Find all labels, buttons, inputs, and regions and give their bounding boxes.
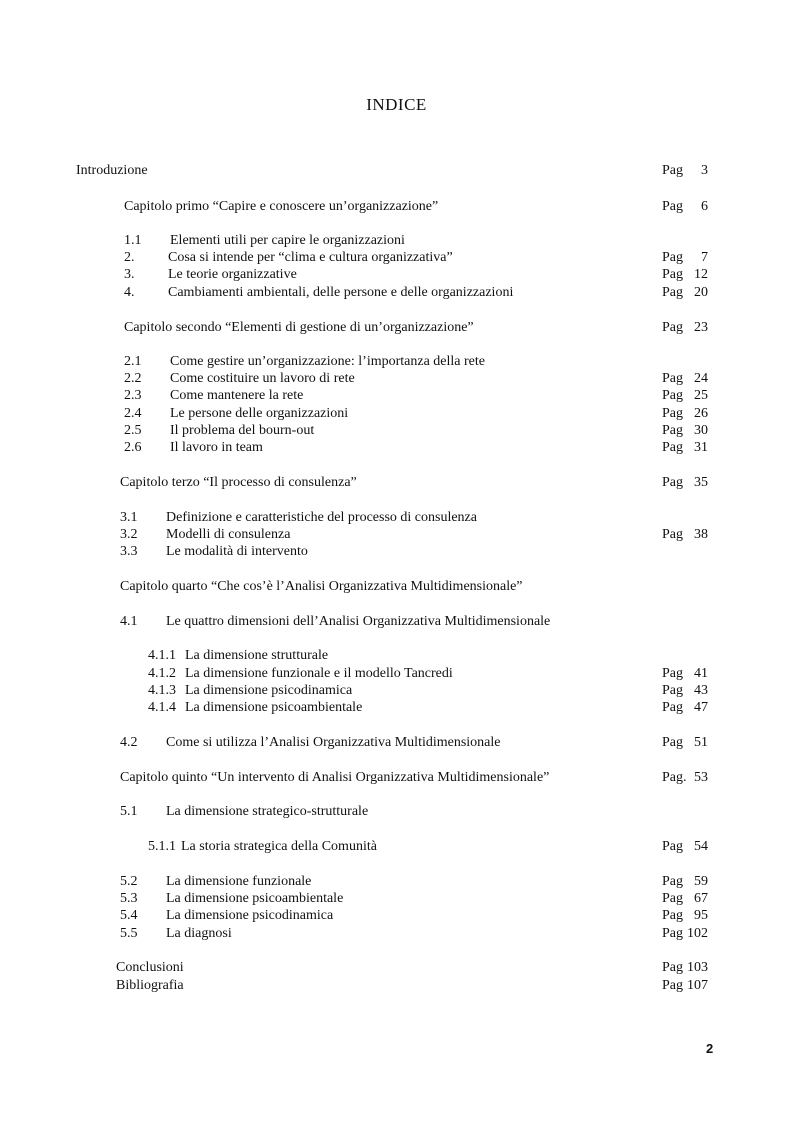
- toc-section-number: 4.: [124, 285, 135, 300]
- toc-page-ref: Pag 3: [662, 163, 708, 178]
- toc-page-ref: Pag 31: [662, 440, 708, 455]
- toc-page-ref: Pag 43: [662, 683, 708, 698]
- toc-subsection[interactable]: La storia strategica della Comunità: [181, 839, 377, 854]
- page-title: INDICE: [366, 95, 427, 114]
- toc-page-ref: Pag 7: [662, 250, 708, 265]
- toc-page-ref: Pag 23: [662, 320, 708, 335]
- toc-section-number: 4.1: [120, 614, 138, 629]
- toc-section[interactable]: Le quattro dimensioni dell’Analisi Organizzativa Multidimensionale: [166, 614, 551, 629]
- toc-page-ref: Pag. 53: [662, 770, 708, 785]
- toc-section-number: 2.6: [124, 440, 142, 455]
- toc-page-ref: Pag 12: [662, 267, 708, 282]
- toc-subsection[interactable]: La dimensione funzionale e il modello Tancredi: [185, 666, 453, 681]
- toc-section[interactable]: Modelli di consulenza: [166, 527, 291, 542]
- toc-intro[interactable]: Introduzione: [76, 163, 148, 178]
- toc-page-ref: Pag 26: [662, 406, 708, 421]
- toc-section-number: 2.: [124, 250, 135, 265]
- toc-chapter-5[interactable]: Capitolo quinto “Un intervento di Analisi Organizzativa Multidimensionale”: [120, 770, 550, 785]
- toc-page-ref: Pag 20: [662, 285, 708, 300]
- toc-section[interactable]: Definizione e caratteristiche del processo di consulenza: [166, 510, 477, 525]
- page-number: 2: [706, 1041, 714, 1056]
- toc-conclusions[interactable]: Conclusioni: [116, 960, 184, 975]
- toc-page-ref: Pag 30: [662, 423, 708, 438]
- toc-page-ref: Pag 6: [662, 199, 708, 214]
- toc-section[interactable]: Cambiamenti ambientali, delle persone e delle organizzazioni: [168, 285, 514, 300]
- toc-subsection[interactable]: La dimensione psicodinamica: [185, 683, 353, 698]
- toc-section-number: 2.5: [124, 423, 142, 438]
- toc-subsection-number: 5.1.1: [148, 839, 176, 854]
- toc-subsection-number: 4.1.1: [148, 648, 176, 663]
- toc-chapter-2[interactable]: Capitolo secondo “Elementi di gestione di un’organizzazione”: [124, 320, 474, 335]
- toc-page-ref: Pag 54: [662, 839, 708, 854]
- toc-section[interactable]: Come costituire un lavoro di rete: [170, 371, 355, 386]
- toc-section-number: 1.1: [124, 233, 142, 248]
- toc-section[interactable]: La dimensione funzionale: [166, 874, 312, 889]
- toc-section-number: 2.3: [124, 388, 142, 403]
- toc-page-ref: Pag 41: [662, 666, 708, 681]
- toc-section-number: 4.2: [120, 735, 138, 750]
- toc-subsection[interactable]: La dimensione psicoambientale: [185, 700, 363, 715]
- toc-subsection-number: 4.1.4: [148, 700, 176, 715]
- toc-section-number: 3.: [124, 267, 135, 282]
- toc-section-number: 2.1: [124, 354, 142, 369]
- toc-section-number: 3.3: [120, 544, 138, 559]
- toc-section[interactable]: Le teorie organizzative: [168, 267, 297, 282]
- toc-section[interactable]: La dimensione psicoambientale: [166, 891, 344, 906]
- toc-page-ref: Pag 25: [662, 388, 708, 403]
- toc-page-ref: Pag 102: [662, 926, 708, 941]
- toc-section[interactable]: Il problema del bourn-out: [170, 423, 315, 438]
- toc-section[interactable]: Come gestire un’organizzazione: l’importanza della rete: [170, 354, 485, 369]
- toc-subsection-number: 4.1.2: [148, 666, 176, 681]
- toc-section[interactable]: Elementi utili per capire le organizzazioni: [170, 233, 405, 248]
- toc-page-ref: Pag 38: [662, 527, 708, 542]
- toc-subsection[interactable]: La dimensione strutturale: [185, 648, 329, 663]
- toc-section[interactable]: Come mantenere la rete: [170, 388, 304, 403]
- toc-section[interactable]: La diagnosi: [166, 926, 232, 941]
- toc-page-ref: Pag 24: [662, 371, 708, 386]
- toc-section[interactable]: Come si utilizza l’Analisi Organizzativa Multidimensionale: [166, 735, 501, 750]
- toc-subsection-number: 4.1.3: [148, 683, 176, 698]
- toc-page-ref: Pag 47: [662, 700, 708, 715]
- toc-section[interactable]: La dimensione psicodinamica: [166, 908, 334, 923]
- toc-section-number: 3.1: [120, 510, 138, 525]
- toc-section-number: 2.2: [124, 371, 142, 386]
- toc-section[interactable]: Le modalità di intervento: [166, 544, 308, 559]
- toc-section-number: 2.4: [124, 406, 142, 421]
- toc-page-ref: Pag 95: [662, 908, 708, 923]
- toc-section-number: 5.1: [120, 804, 138, 819]
- toc-section-number: 5.5: [120, 926, 138, 941]
- toc-section[interactable]: Cosa si intende per “clima e cultura organizzativa”: [168, 250, 453, 265]
- toc-section[interactable]: Il lavoro in team: [170, 440, 263, 455]
- toc-chapter-3[interactable]: Capitolo terzo “Il processo di consulenza”: [120, 475, 357, 490]
- toc-page-ref: Pag 107: [662, 978, 708, 993]
- toc-section-number: 5.4: [120, 908, 138, 923]
- toc-page-ref: Pag 67: [662, 891, 708, 906]
- toc-chapter-1[interactable]: Capitolo primo “Capire e conoscere un’organizzazione”: [124, 199, 439, 214]
- toc-section[interactable]: La dimensione strategico-strutturale: [166, 804, 369, 819]
- toc-section-number: 3.2: [120, 527, 138, 542]
- toc-section-number: 5.3: [120, 891, 138, 906]
- toc-chapter-4[interactable]: Capitolo quarto “Che cos’è l’Analisi Organizzativa Multidimensionale”: [120, 579, 523, 594]
- toc-page-ref: Pag 59: [662, 874, 708, 889]
- toc-bibliography[interactable]: Bibliografia: [116, 978, 184, 993]
- toc-page-ref: Pag 35: [662, 475, 708, 490]
- toc-page-ref: Pag 51: [662, 735, 708, 750]
- toc-page-ref: Pag 103: [662, 960, 708, 975]
- toc-section-number: 5.2: [120, 874, 138, 889]
- toc-section[interactable]: Le persone delle organizzazioni: [170, 406, 349, 421]
